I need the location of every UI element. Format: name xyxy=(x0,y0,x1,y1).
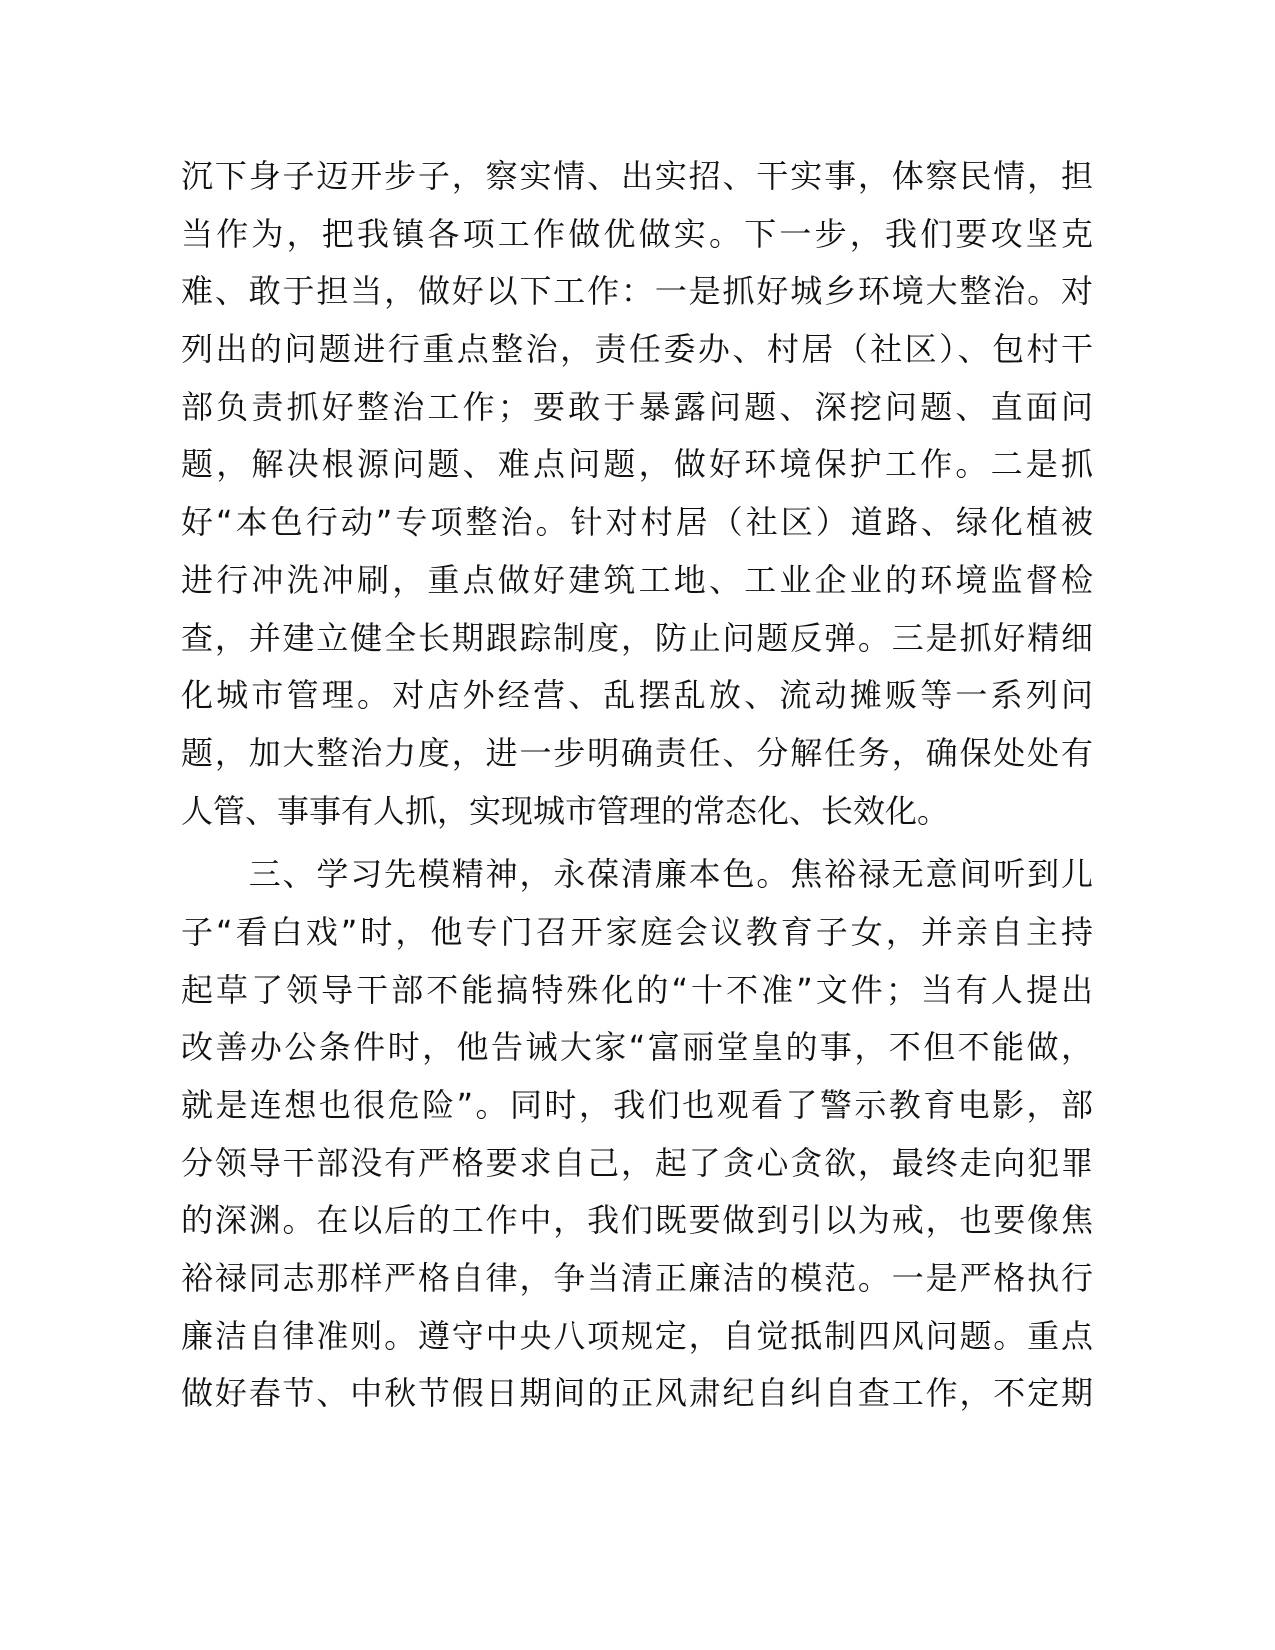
text-line: 进行冲洗冲刷，重点做好建筑工地、工业企业的环境监督检 xyxy=(181,560,1093,599)
text-line: 列出的问题进行重点整治，责任委办、村居（社区）、包村干 xyxy=(181,330,1093,369)
text-line: 就是连想也很危险”。同时，我们也观看了警示教育电影，部 xyxy=(181,1086,1093,1124)
text-line: 部负责抓好整治工作；要敢于暴露问题、深挖问题、直面问 xyxy=(181,387,1093,426)
text-line: 的深渊。在以后的工作中，我们既要做到引以为戒，也要像焦 xyxy=(181,1201,1093,1240)
document-body xyxy=(181,148,1093,1423)
text-line: 做好春节、中秋节假日期间的正风肃纪自纠自查工作，不定期 xyxy=(181,1374,1093,1413)
paragraph-2 xyxy=(181,846,1093,1423)
text-line: 难、敢于担当，做好以下工作：一是抓好城乡环境大整治。对 xyxy=(181,272,1093,311)
text-line: 改善办公条件时，他告诫大家“富丽堂皇的事，不但不能做， xyxy=(181,1028,1093,1067)
text-line: 好“本色行动”专项整治。针对村居（社区）道路、绿化植被 xyxy=(181,503,1093,542)
paragraph-1 xyxy=(181,148,1093,840)
text-line: 人管、事事有人抓，实现城市管理的常态化、长效化。 xyxy=(181,791,950,830)
text-line: 裕禄同志那样严格自律，争当清正廉洁的模范。一是严格执行 xyxy=(181,1259,1093,1298)
text-line: 题，解决根源问题、难点问题，做好环境保护工作。二是抓 xyxy=(181,445,1093,484)
text-line: 子“看白戏”时，他专门召开家庭会议教育子女，并亲自主持 xyxy=(181,912,1093,951)
text-line: 廉洁自律准则。遵守中央八项规定，自觉抵制四风问题。重点 xyxy=(181,1316,1093,1355)
text-line: 化城市管理。对店外经营、乱摆乱放、流动摊贩等一系列问 xyxy=(181,676,1093,715)
text-line: 查，并建立健全长期跟踪制度，防止问题反弹。三是抓好精细 xyxy=(181,618,1093,657)
text-line: 当作为，把我镇各项工作做优做实。下一步，我们要攻坚克 xyxy=(181,214,1093,253)
text-line: 题，加大整治力度，进一步明确责任、分解任务，确保处处有 xyxy=(181,733,1093,772)
text-line: 分领导干部没有严格要求自己，起了贪心贪欲，最终走向犯罪 xyxy=(181,1143,1093,1182)
text-line: 三、学习先模精神，永葆清廉本色。焦裕禄无意间听到儿 xyxy=(181,855,1093,894)
text-line: 沉下身子迈开步子，察实情、出实招、干实事，体察民情，担 xyxy=(181,157,1093,195)
text-line: 起草了领导干部不能搞特殊化的“十不准”文件；当有人提出 xyxy=(181,970,1093,1009)
